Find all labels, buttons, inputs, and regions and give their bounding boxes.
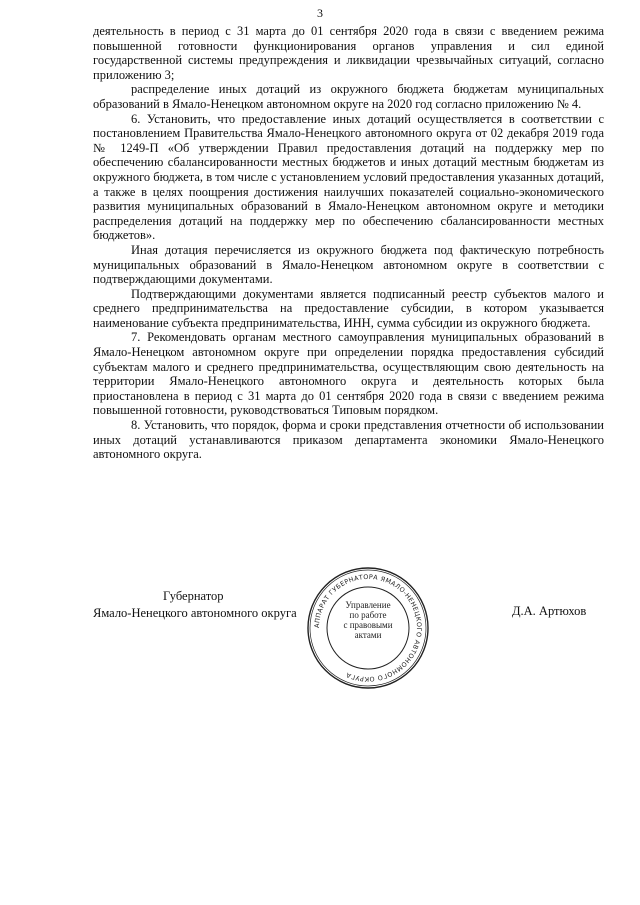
paragraph: 8. Установить, что порядок, форма и сроки представления отчетности об использовании иных дотаций устанавливаются приказом департамента экономики Ямало-Ненецкого автономного округа. [93,418,604,462]
signatory-position: Губернатор [163,589,224,603]
page-number: 3 [317,6,323,20]
signatory-title [93,588,297,622]
document-body [93,24,604,462]
paragraph: деятельность в период с 31 марта до 01 сентября 2020 года в связи с введением режима повышенной готовности функционирования органов управления и сил единой государственной системы предупреждения и ликвидации чрезвычайных ситуаций, согласно приложению 3; [93,24,604,82]
stamp-center-text: Управление по работе с правовыми актами [343,600,393,640]
paragraph: Подтверждающими документами является подписанный реестр субъектов малого и среднего предпринимательства на предоставление субсидии, в котором указывается наименование субъекта предпринимательства, ИНН, сумма субсидии из окружного бюджета. [93,286,604,330]
paragraph: распределение иных дотаций из окружного бюджета бюджетам муниципальных образований в Ямало-Ненецком автономном округе на 2020 год согласно приложению № 4. [93,82,604,111]
paragraph: Иная дотация перечисляется из окружного бюджета под фактическую потребность муниципальных образований в Ямало-Ненецком автономном округе в соответствии с подтверждающими документами. [93,242,604,287]
paragraph: 7. Рекомендовать органам местного самоуправления муниципальных образований в Ямало-Ненецком автономном округе при определении порядка предоставления субсидий субъектам малого и среднего предпринимательства, осуществляющим свою деятельность на территории Ямало-Ненецкого автономного округа и деятельность которых была приостановлена в период с 31 марта до 01 сентября 2020 года в связи с введением режима повышенной готовности, руководствоваться Типовым порядком. [93,330,604,418]
paragraph: 6. Установить, что предоставление иных дотаций осуществляется в соответствии с постановлением Правительства Ямало-Ненецкого автономного округа от 02 декабря 2019 года № 1249-П «Об утверждении Правил предоставления дотаций на поддержку мер по обеспечению сбалансированности местных бюджетов и иных дотаций местным бюджетам из окружного бюджета, в том числе с установлением условий предоставления указанных дотаций, а также в целях поощрения достижения наилучших показателей социально-экономического развития муниципальных образований в Ямало-Ненецком автономном округе и методики распределения дотаций на поддержку мер по обеспечению сбалансированности местных бюджетов». [93,111,604,243]
stamp-ring-text: АППАРАТ ГУБЕРНАТОРА ЯМАЛО-НЕНЕЦКОГО АВТОНОМНОГО ОКРУГА [312,572,424,684]
signatory-name: Д.А. Артюхов [512,604,587,618]
signatory-region: Ямало-Ненецкого автономного округа [93,606,297,620]
official-stamp [306,566,430,690]
